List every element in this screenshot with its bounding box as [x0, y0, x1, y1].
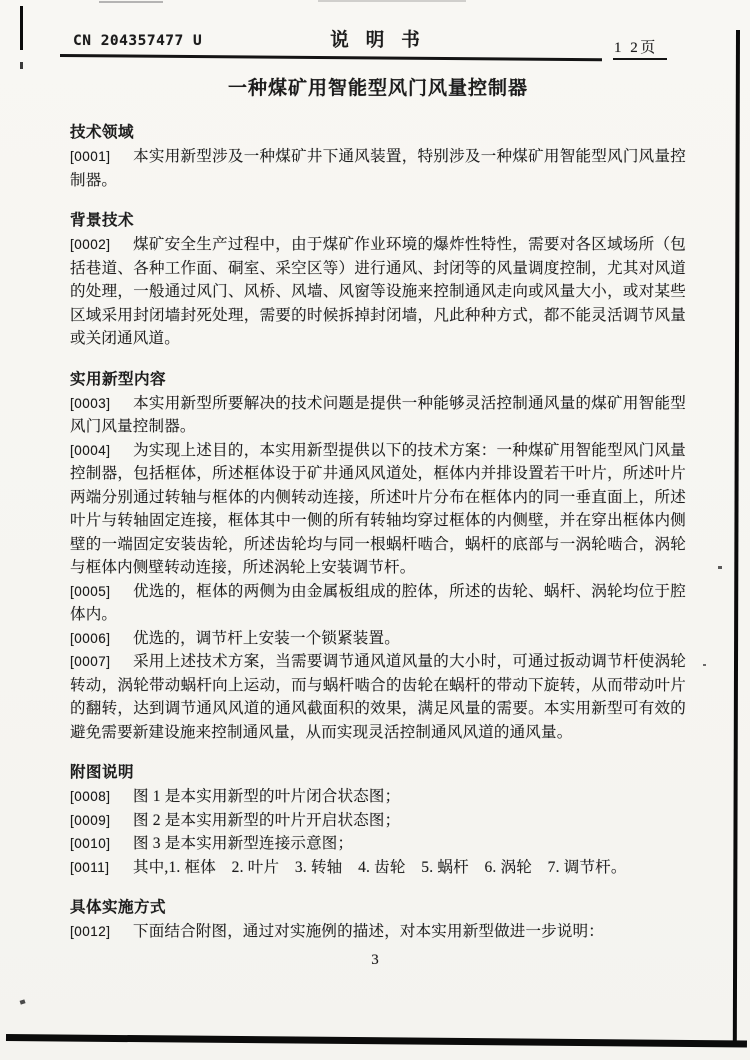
paragraph	[70, 392, 686, 439]
paragraph-text: 其中,1. 框体 2. 叶片 3. 转轴 4. 齿轮 5. 蜗杆 6. 涡轮 7. 调节杆。	[133, 858, 627, 876]
scan-artifact-speck	[703, 664, 706, 666]
paragraph	[70, 145, 686, 192]
patent-title: 一种煤矿用智能型风门风量控制器	[227, 78, 528, 99]
page-number: 3	[371, 952, 379, 968]
paragraph	[70, 785, 686, 809]
scan-artifact-topleft-dot	[20, 62, 23, 69]
paragraph-text: 本实用新型涉及一种煤矿井下通风装置，特别涉及一种煤矿用智能型风门风量控制器。	[70, 148, 686, 189]
paragraph-number: [0007]	[70, 654, 111, 669]
paragraph-text: 图 3 是本实用新型连接示意图；	[133, 835, 354, 852]
paragraph-number: [0009]	[70, 812, 111, 828]
paragraph-number: [0012]	[70, 924, 111, 939]
paragraph-number: [0002]	[70, 237, 111, 252]
paragraph	[70, 439, 686, 580]
paragraph-number: [0011]	[70, 859, 110, 875]
paragraph-text: 下面结合附图，通过对实施例的描述，对本实用新型做进一步说明：	[133, 923, 605, 940]
header-rule	[60, 54, 602, 61]
publication-number: CN 204357477 U	[73, 33, 203, 49]
paragraph-text: 本实用新型所要解决的技术问题是提供一种能够灵活控制通风量的煤矿用智能型风门风量控制器。	[70, 394, 686, 435]
page-label-underline	[613, 58, 667, 60]
paragraph-text: 采用上述技术方案，当需要调节通风道风量的大小时，可通过扳动调节杆使涡轮转动，涡轮带动蜗杆向上运动，而与蜗杆啮合的齿轮在蜗杆的带动下旋转，从而带动叶片的翻转，达到调节通风风道的通风截面积的效果，满足风量的需要。本实用新型可有效的避免需要新建设施来控制通风量，从而实现灵活控制通风风道的通风量。	[70, 653, 686, 741]
paragraph-text: 煤矿安全生产过程中，由于煤矿作业环境的爆炸性特性，需要对各区域场所（包括巷道、各种工作面、硐室、采空区等）进行通风、封闭等的风量调度控制，尤其对风道的处理，一般通过风门、风桥、风墙、风窗等设施来控制通风走向或风量大小，或对某些区域采用封闭墙封死处理，需要的时候拆掉封闭墙，凡此种种方式，都不能灵活调节风量或关闭通风道。	[70, 236, 686, 347]
paragraph-number: [0004]	[70, 442, 111, 458]
section-heading: 实用新型内容	[70, 370, 167, 388]
paragraph	[70, 233, 686, 351]
paragraph	[70, 650, 686, 744]
paragraph-text: 图 2 是本实用新型的叶片开启状态图；	[133, 811, 401, 829]
paragraph	[70, 856, 686, 880]
paragraph-text: 图 1 是本实用新型的叶片闭合状态图；	[133, 788, 401, 805]
paragraph-text: 优选的，调节杆上安装一个锁紧装置。	[133, 629, 400, 647]
scan-artifact-right-edge	[733, 30, 740, 1044]
paragraph-number: [0008]	[70, 789, 111, 804]
scan-artifact-speck	[20, 999, 26, 1004]
paragraph-number: [0001]	[70, 149, 111, 164]
paragraph	[70, 627, 686, 651]
paragraph	[70, 920, 686, 944]
section-heading: 附图说明	[70, 764, 135, 781]
scan-artifact-speck	[718, 566, 722, 569]
section-detailed-description	[70, 896, 686, 944]
paragraph-number: [0006]	[70, 630, 111, 646]
section-heading: 背景技术	[70, 212, 135, 229]
paragraph-number: [0003]	[70, 395, 111, 411]
paragraph	[70, 809, 686, 833]
section-heading: 技术领域	[70, 124, 135, 141]
paragraph	[70, 580, 686, 627]
page-count-label: 1 2页	[614, 40, 658, 56]
paragraph-text: 优选的，框体的两侧为由金属板组成的腔体，所述的齿轮、蜗杆、涡轮均位于腔体内。	[70, 582, 686, 623]
document-type-heading: 说明书	[330, 31, 437, 51]
section-background-art	[70, 209, 686, 351]
section-heading: 具体实施方式	[70, 899, 167, 916]
paragraph-text: 为实现上述目的，本实用新型提供以下的技术方案：一种煤矿用智能型风门风量控制器，包括框体，所述框体设于矿井通风风道处，框体内并排设置若干叶片，所述叶片两端分别通过转轴与框体的内侧转动连接，所述叶片分布在框体内的同一垂直面上，所述叶片与转轴固定连接，框体其中一侧的所有转轴均穿过框体的内侧壁，并在穿出框体内侧壁的一端固定安装齿轮，所述齿轮均与同一根蜗杆啮合，蜗杆的底部与一涡轮啮合，涡轮与框体内侧壁转动连接，所述涡轮上安装调节杆。	[70, 441, 686, 576]
scan-artifact-bottom-edge	[6, 1034, 747, 1047]
section-utility-model-content	[70, 368, 686, 745]
section-technical-field	[70, 121, 686, 192]
paragraph-number: [0005]	[70, 583, 111, 599]
section-drawings-description	[70, 761, 686, 879]
paragraph	[70, 832, 686, 856]
document-body	[70, 76, 686, 944]
paragraph-number: [0010]	[70, 836, 111, 851]
scan-artifact-top-streak	[99, 1, 163, 3]
scan-artifact-top-streak-2	[318, 0, 466, 2]
